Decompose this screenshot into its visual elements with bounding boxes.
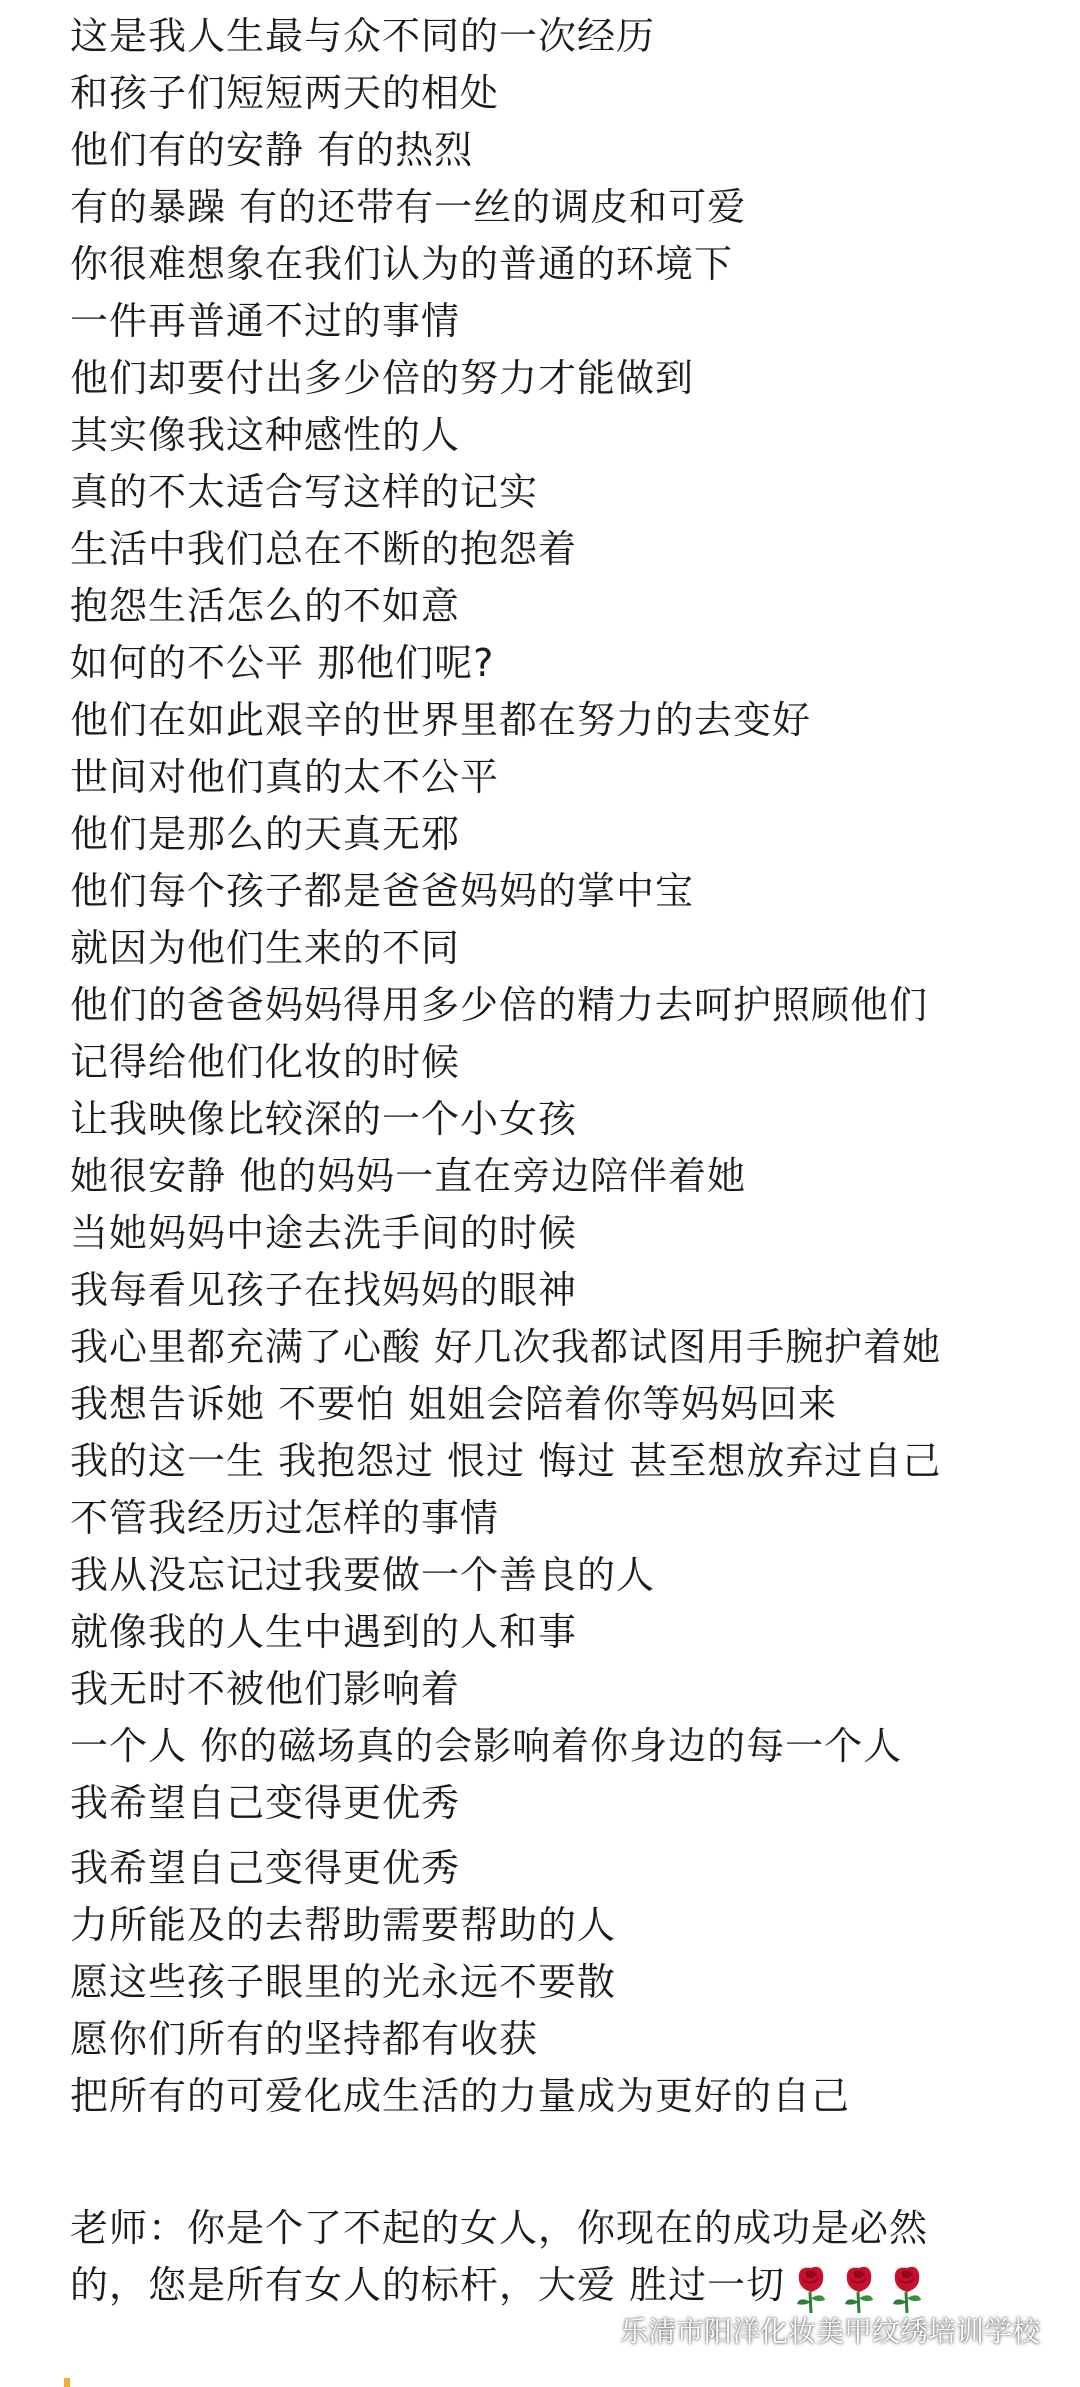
paragraph-1-line: 我心里都充满了心酸 好几次我都试图用手腕护着她: [70, 1325, 942, 1369]
paragraph-1-line: 世间对他们真的太不公平: [70, 755, 500, 799]
paragraph-2-line: 我希望自己变得更优秀: [70, 1846, 461, 1890]
watermark: [580, 2312, 1040, 2352]
rose-icon: [885, 2262, 929, 2314]
paragraph-1-line: 一个人 你的磁场真的会影响着你身边的每一个人: [70, 1724, 903, 1768]
paragraph-1-line: 当她妈妈中途去洗手间的时候: [70, 1211, 578, 1255]
paragraph-1-line: 我的这一生 我抱怨过 恨过 悔过 甚至想放弃过自己: [70, 1439, 942, 1483]
rose-icon: [837, 2262, 881, 2314]
paragraph-1-line: 他们每个孩子都是爸爸妈妈的掌中宝: [70, 869, 695, 913]
paragraph-1-line: 他们却要付出多少倍的努力才能做到: [70, 356, 695, 400]
paragraph-1-line: 就像我的人生中遇到的人和事: [70, 1610, 578, 1654]
paragraph-2-line: 愿你们所有的坚持都有收获: [70, 2017, 539, 2061]
paragraph-1-line: 我从没忘记过我要做一个善良的人: [70, 1553, 656, 1597]
paragraph-1-line: 如何的不公平 那他们呢?: [70, 641, 495, 685]
paragraph-1: [70, 8, 1040, 1832]
teacher-line-2: [70, 2257, 1040, 2314]
watermark-text: 乐清市阳洋化妆美甲纹绣培训学校: [619, 2315, 1040, 2348]
wechat-icon: [580, 2319, 614, 2345]
paragraph-1-line: 其实像我这种感性的人: [70, 413, 461, 457]
paragraph-1-line: 不管我经历过怎样的事情: [70, 1496, 500, 1540]
paragraph-1-line: 他们在如此艰辛的世界里都在努力的去变好: [70, 698, 812, 742]
paragraph-1-line: 我想告诉她 不要怕 姐姐会陪着你等妈妈回来: [70, 1382, 838, 1426]
rose-icon: [789, 2262, 833, 2314]
paragraph-1-line: 他们有的安静 有的热烈: [70, 128, 474, 172]
paragraph-1-line: 有的暴躁 有的还带有一丝的调皮和可爱: [70, 185, 747, 229]
paragraph-1-line: 她很安静 他的妈妈一直在旁边陪伴着她: [70, 1154, 747, 1198]
paragraph-1-line: 你很难想象在我们认为的普通的环境下: [70, 242, 734, 286]
paragraph-1-line: 生活中我们总在不断的抱怨着: [70, 527, 578, 571]
paragraph-1-line: 和孩子们短短两天的相处: [70, 71, 500, 115]
paragraph-1-line: 他们的爸爸妈妈得用多少倍的精力去呵护照顾他们: [70, 983, 929, 1027]
paragraph-1-line: 就因为他们生来的不同: [70, 926, 461, 970]
paragraph-1-line: 记得给他们化妆的时候: [70, 1040, 461, 1084]
teacher-line-1: 老师：你是个了不起的女人，你现在的成功是必然: [70, 2206, 929, 2250]
paragraph-2: [70, 1840, 1040, 2125]
teacher-line-2-text: 的，您是所有女人的标杆，大爱 胜过一切: [70, 2263, 786, 2307]
paragraph-1-line: 他们是那么的天真无邪: [70, 812, 461, 856]
paragraph-1-line: 让我映像比较深的一个小女孩: [70, 1097, 578, 1141]
paragraph-1-line: 真的不太适合写这样的记实: [70, 470, 539, 514]
paragraph-2-line: 愿这些孩子眼里的光永远不要散: [70, 1960, 617, 2004]
paragraph-1-line: 我每看见孩子在找妈妈的眼神: [70, 1268, 578, 1312]
paragraph-3: [70, 2200, 1040, 2314]
paragraph-1-line: 抱怨生活怎么的不如意: [70, 584, 461, 628]
paragraph-2-line: 把所有的可爱化成生活的力量成为更好的自己: [70, 2074, 851, 2118]
paragraph-2-line: 力所能及的去帮助需要帮助的人: [70, 1903, 617, 1947]
paragraph-1-line: 我无时不被他们影响着: [70, 1667, 461, 1711]
paragraph-1-line: 这是我人生最与众不同的一次经历: [70, 14, 656, 58]
paragraph-1-line: 我希望自己变得更优秀: [70, 1781, 461, 1825]
paragraph-1-line: 一件再普通不过的事情: [70, 299, 461, 343]
corner-mark: [64, 2378, 70, 2387]
